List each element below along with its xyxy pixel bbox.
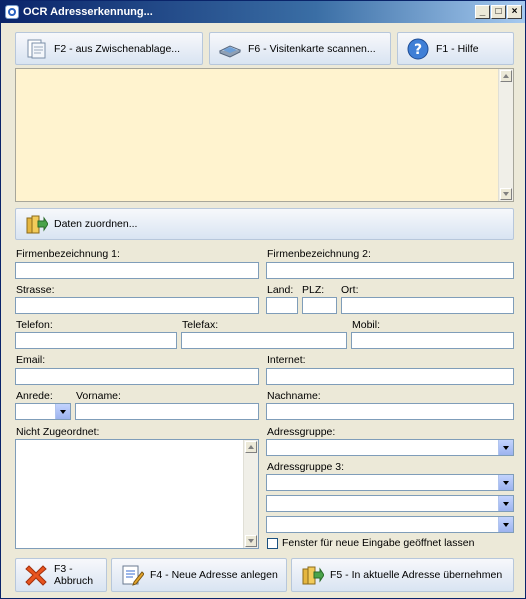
company2-label: Firmenbezeichnung 2: — [267, 248, 371, 260]
apply-address-button[interactable] — [291, 558, 514, 592]
chevron-down-icon[interactable] — [498, 440, 513, 455]
city-input[interactable] — [341, 297, 514, 314]
ocr-text-area[interactable] — [15, 68, 514, 202]
assign-data-label: Daten zuordnen... — [54, 218, 138, 230]
address-group3-select-3[interactable] — [266, 516, 514, 533]
new-address-label: F4 - Neue Adresse anlegen — [150, 569, 278, 581]
company1-label: Firmenbezeichnung 1: — [16, 248, 120, 260]
help-label: F1 - Hilfe — [436, 42, 479, 55]
assign-folder-icon — [24, 213, 48, 235]
phone-label: Telefon: — [16, 319, 53, 331]
new-document-icon — [120, 564, 144, 586]
zip-label: PLZ: — [302, 284, 325, 296]
email-label: Email: — [16, 354, 46, 366]
app-icon — [5, 5, 19, 19]
chevron-down-icon[interactable] — [498, 496, 513, 511]
unassigned-scrollbar[interactable] — [243, 440, 258, 548]
unassigned-label: Nicht Zugeordnet: — [16, 426, 100, 438]
minimize-button[interactable]: _ — [475, 5, 490, 19]
ocr-scrollbar[interactable] — [498, 69, 513, 201]
company2-input[interactable] — [266, 262, 514, 279]
unassigned-text-area[interactable] — [15, 439, 259, 549]
clipboard-label: F2 - aus Zwischenablage... — [54, 42, 181, 55]
street-label: Strasse: — [16, 284, 55, 296]
close-button[interactable]: × — [507, 5, 522, 19]
new-address-button[interactable] — [111, 558, 287, 592]
help-icon — [406, 38, 430, 60]
maximize-button[interactable]: □ — [491, 5, 506, 19]
email-input[interactable] — [15, 368, 259, 385]
lastname-label: Nachname: — [267, 390, 321, 402]
phone-input[interactable] — [15, 332, 177, 349]
title-bar[interactable] — [1, 1, 525, 23]
assign-data-button[interactable] — [15, 208, 514, 240]
apply-folder-icon — [300, 564, 324, 586]
scroll-up-icon[interactable] — [245, 441, 257, 453]
address-group3-select-2[interactable] — [266, 495, 514, 512]
mobile-label: Mobil: — [352, 319, 381, 331]
city-label: Ort: — [341, 284, 359, 296]
salutation-select[interactable] — [15, 403, 71, 420]
address-group-label: Adressgruppe: — [267, 426, 336, 438]
address-group-select[interactable] — [266, 439, 514, 456]
keep-open-label[interactable]: Fenster für neue Eingabe geöffnet lassen — [282, 537, 475, 549]
street-input[interactable] — [15, 297, 259, 314]
svg-text:?: ? — [413, 41, 423, 58]
country-label: Land: — [267, 284, 294, 296]
fax-input[interactable] — [181, 332, 347, 349]
chevron-down-icon[interactable] — [55, 404, 70, 419]
firstname-label: Vorname: — [76, 390, 121, 402]
address-group3-select-1[interactable] — [266, 474, 514, 491]
company1-input[interactable] — [15, 262, 259, 279]
lastname-input[interactable] — [266, 403, 514, 420]
cancel-x-icon — [24, 564, 48, 586]
scroll-down-icon[interactable] — [245, 535, 257, 547]
salutation-label: Anrede: — [16, 390, 53, 402]
clipboard-button[interactable] — [15, 32, 203, 65]
cancel-label: F3 - Abbruch — [54, 563, 94, 587]
chevron-down-icon[interactable] — [498, 517, 513, 532]
apply-address-label: F5 - In aktuelle Adresse übernehmen — [330, 569, 503, 581]
internet-input[interactable] — [266, 368, 514, 385]
chevron-down-icon[interactable] — [498, 475, 513, 490]
firstname-input[interactable] — [75, 403, 259, 420]
zip-input[interactable] — [302, 297, 337, 314]
window-title: OCR Adresserkennung... — [23, 6, 153, 18]
scan-card-label: F6 - Visitenkarte scannen... — [248, 42, 376, 55]
scan-card-button[interactable] — [209, 32, 391, 65]
cancel-button[interactable] — [15, 558, 107, 592]
fax-label: Telefax: — [182, 319, 219, 331]
scroll-up-icon[interactable] — [500, 70, 512, 82]
mobile-input[interactable] — [351, 332, 514, 349]
scroll-down-icon[interactable] — [500, 188, 512, 200]
country-input[interactable] — [266, 297, 298, 314]
keep-open-checkbox[interactable] — [267, 538, 278, 549]
clipboard-icon — [24, 38, 48, 60]
help-button[interactable] — [397, 32, 514, 65]
address-group3-label: Adressgruppe 3: — [267, 461, 345, 473]
scanner-icon — [218, 38, 242, 60]
internet-label: Internet: — [267, 354, 306, 366]
